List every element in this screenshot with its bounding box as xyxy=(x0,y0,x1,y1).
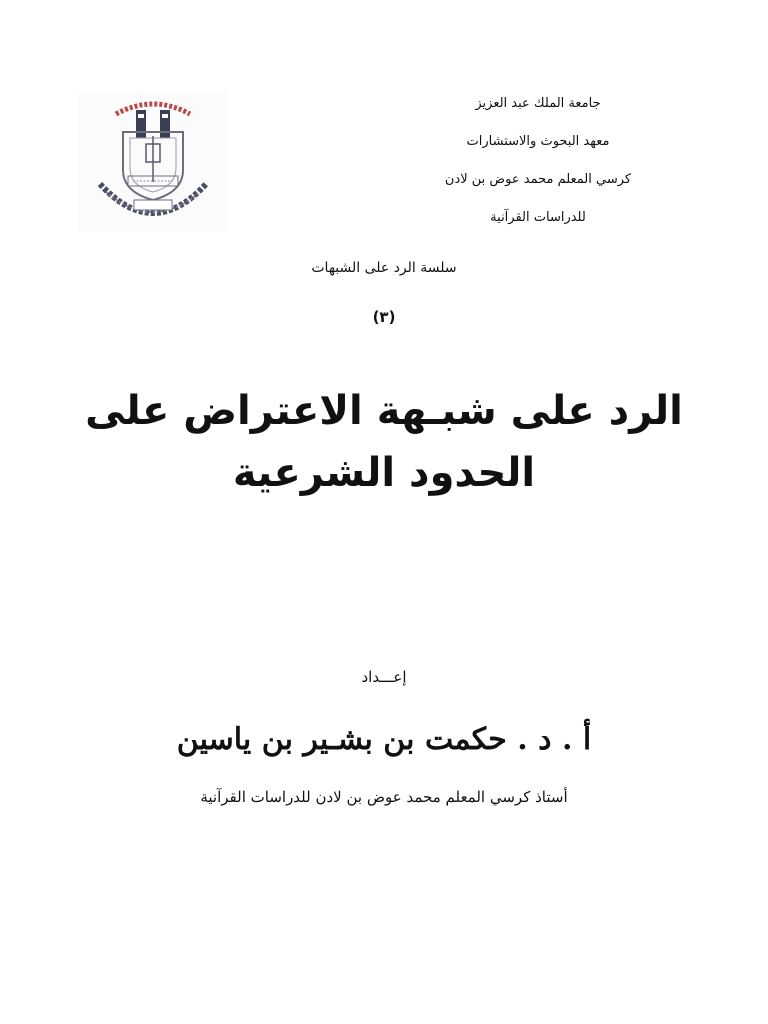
series-number: (٣) xyxy=(372,308,396,326)
institute-name: معهد البحوث والاستشارات xyxy=(466,134,610,149)
chair-field: للدراسات القرآنية xyxy=(490,210,586,225)
title-line-2: الحدود الشرعية xyxy=(232,450,536,496)
author-name: أ . د . حكمت بن بشـير بن ياسين xyxy=(176,722,592,757)
university-seal-icon xyxy=(78,92,228,232)
chair-name: كرسي المعلم محمد عوض بن لادن xyxy=(444,172,632,187)
author-role: أستاذ كرسي المعلم محمد عوض بن لادن للدراسات القرآنية xyxy=(200,788,568,806)
university-seal-logo xyxy=(78,92,228,232)
document-title xyxy=(0,380,768,504)
title-line-1: الرد على شبـهة الاعتراض على xyxy=(85,388,683,434)
institution-header xyxy=(378,96,698,248)
prepared-by-label: إعـــداد xyxy=(361,668,407,686)
series-name: سلسة الرد على الشبهات xyxy=(311,260,457,276)
university-name: جامعة الملك عبد العزيز xyxy=(475,96,601,111)
